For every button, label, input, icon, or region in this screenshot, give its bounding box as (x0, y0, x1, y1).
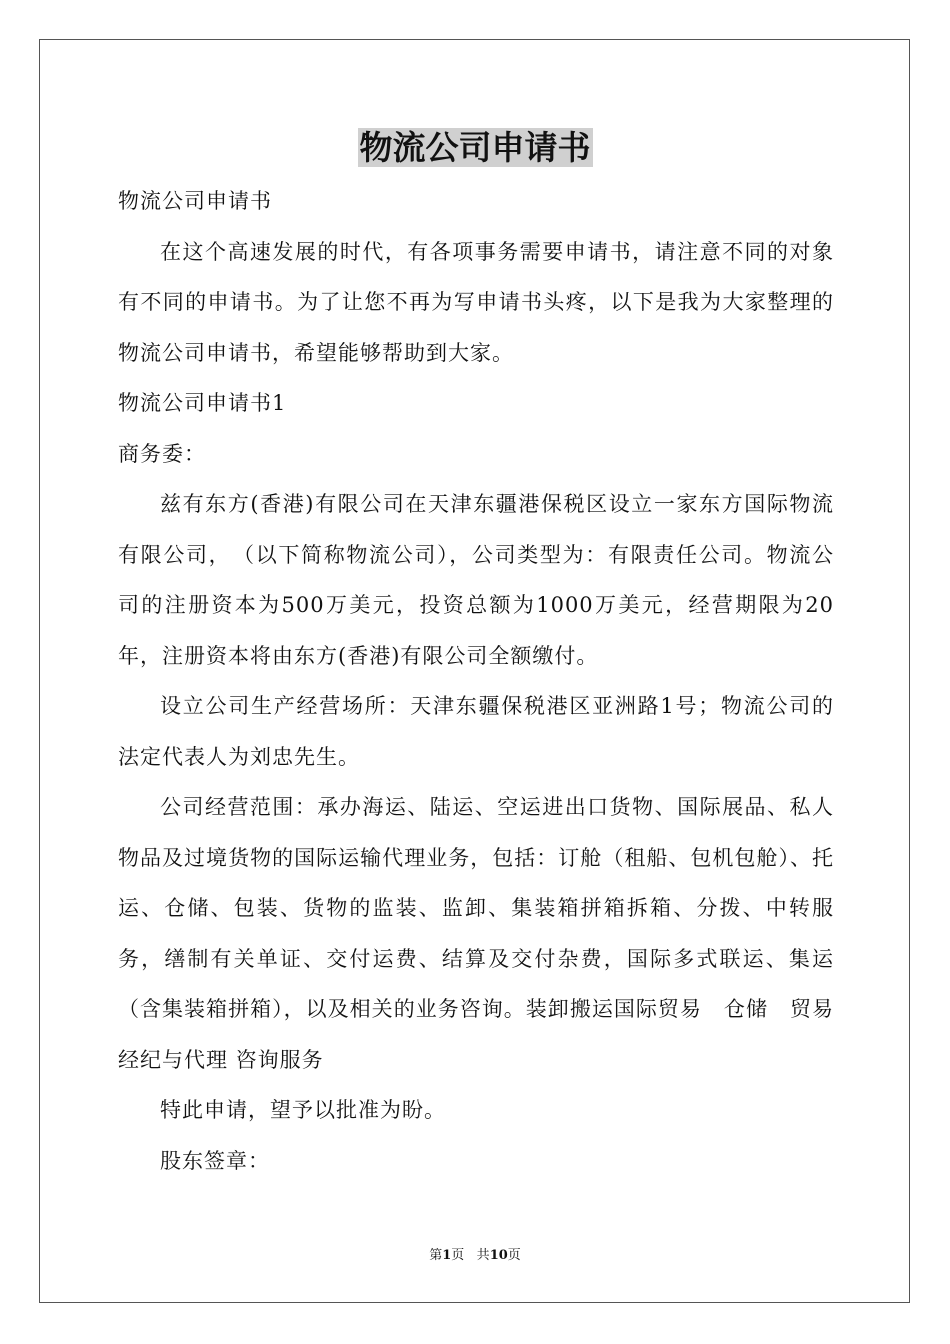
document-title-text: 物流公司申请书 (359, 128, 591, 167)
document-title (0, 126, 950, 170)
paragraph: 公司经营范围：承办海运、陆运、空运进出口货物、国际展品、私人物品及过境货物的国际运输代理业务，包括：订舱（租船、包机包舱）、托运、仓储、包装、货物的监装、监卸、集装箱拼箱拆箱、分拨、中转服务，缮制有关单证、交付运费、结算及交付杂费，国际多式联运、集运（含集装箱拼箱），以及相关的业务咨询。装卸搬运国际贸易 仓储 贸易经纪与代理 咨询服务 (118, 795, 834, 1072)
page-current: 1 (442, 1248, 452, 1263)
page-total: 10 (489, 1248, 508, 1263)
salutation: 商务委： (118, 441, 206, 466)
section-heading: 物流公司申请书1 (118, 391, 287, 415)
page-suffix: 页 (451, 1248, 465, 1263)
paragraph: 设立公司生产经营场所：天津东疆保税港区亚洲路1号；物流公司的法定代表人为刘忠先生。 (118, 694, 834, 769)
page-footer (0, 1246, 950, 1266)
total-suffix: 页 (507, 1248, 521, 1263)
page-prefix: 第 (429, 1248, 443, 1263)
document-body (118, 176, 834, 1186)
total-prefix: 共 (476, 1248, 490, 1263)
closing-line: 特此申请，望予以批准为盼。 (160, 1098, 446, 1122)
paragraph: 在这个高速发展的时代，有各项事务需要申请书，请注意不同的对象有不同的申请书。为了让您不再为写申请书头疼，以下是我为大家整理的物流公司申请书，希望能够帮助到大家。 (118, 239, 834, 365)
paragraph: 兹有东方(香港)有限公司在天津东疆港保税区设立一家东方国际物流有限公司， （以下简称物流公司），公司类型为：有限责任公司。物流公司的注册资本为500万美元，投资总额为1000万美元，经营期限为20年，注册资本将由东方(香港)有限公司全额缴付。 (118, 492, 834, 668)
paragraph: 物流公司申请书 (118, 189, 272, 213)
signature-line: 股东签章： (160, 1148, 270, 1173)
